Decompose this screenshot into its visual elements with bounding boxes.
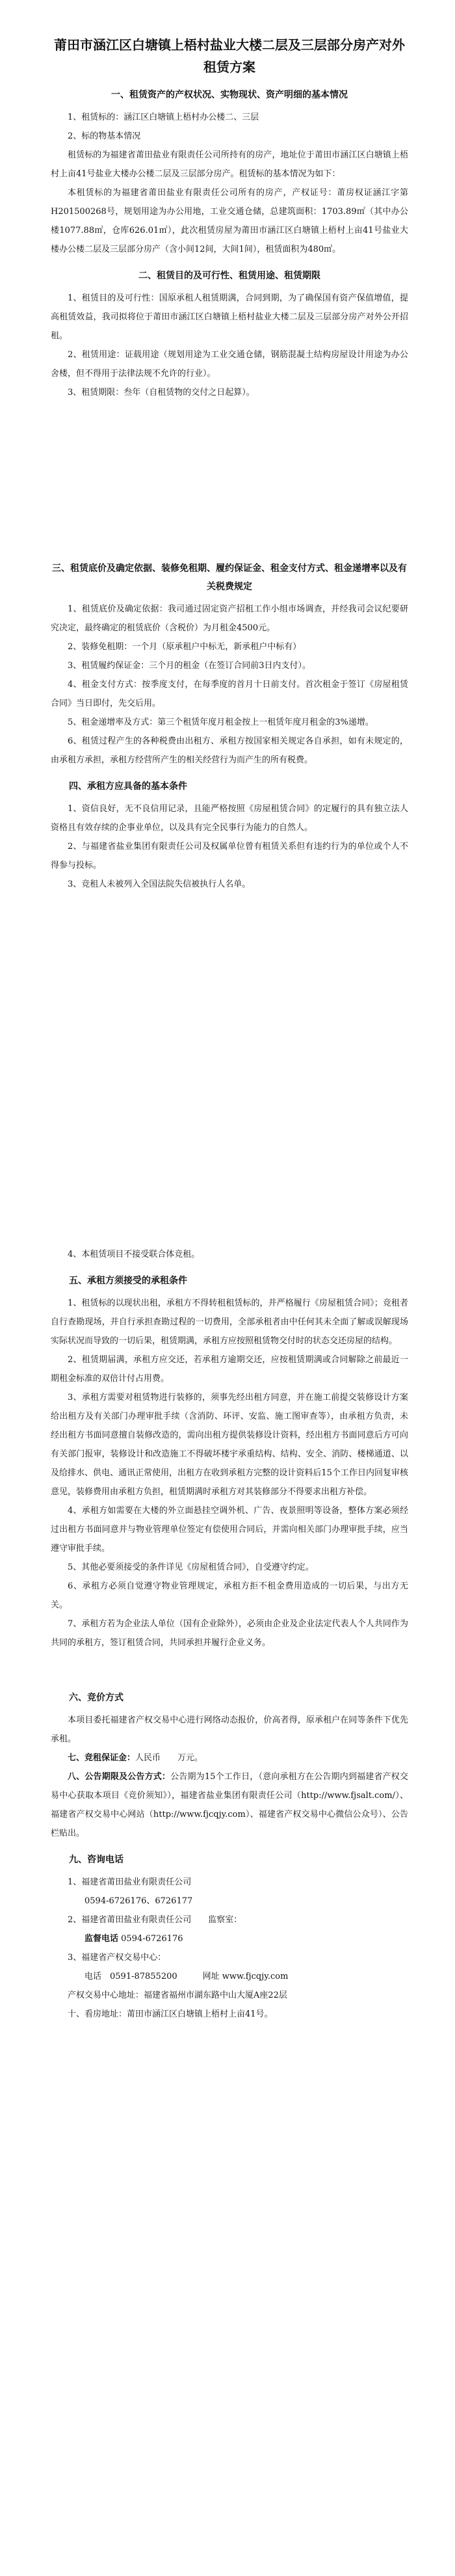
sec3-p3: 3、租赁履约保证金：三个月的租金（在签订合同前3日内支付）。 (68, 661, 311, 671)
contact-item-3: 3、福建省产权交易中心： (68, 1953, 166, 1963)
page-gap (51, 402, 408, 552)
section-7-heading: 七、竞租保证金： (68, 1753, 136, 1763)
sec5-p4: 4、承租方如需要在大楼的外立面悬挂空调外机、广告、夜景照明等设备，整体方案必须经过出租方书面同意并与物业管理单位签定有偿使用合同后，并需向相关部门办理审批手续，应当遵守审批手续。 (51, 1506, 408, 1553)
supervise-label: 监督电话 (84, 1934, 119, 1944)
supervise-phone: 0594-6726176 (121, 1934, 183, 1944)
sec5-p1: 1、租赁标的以现状出租，承租方不得转租租赁标的，并严格履行《房屋租赁合同》；竞租者自行查勘现场，并自行承担查勘过程的一切费用，全部承租者由中任何其未全面了解或误解现场实际状况而导致的一切后果，租赁期满，承租方应按照租赁物交付时的状态交还房屋的结构。 (51, 1298, 408, 1346)
sec5-p7: 7、承租方若为企业法人单位（国有企业除外），必须由企业及企业法定代表人个人共同作为共同的承租方，签订租赁合同，共同承担并履行企业义务。 (51, 1619, 408, 1648)
sec3-p1: 1、租赁底价及确定依据：我司通过固定资产招租工作小组市场调查，并经我司会议纪要研究决定，最终确定的租赁底价（含税价）为月租金4500元。 (51, 604, 408, 633)
section-8-heading: 八、公告期限及公告方式： (68, 1772, 171, 1782)
sec6-p1: 本项目委托福建省产权交易中心进行网络动态报价，价高者得，原承租户在同等条件下优先承租。 (51, 1715, 408, 1744)
sec2-p3: 3、租赁期限：叁年（自租赁物的交付之日起算）。 (68, 388, 255, 397)
section-1-heading: 一、租赁资产的产权状况、实物现状、资产明细的基本情况 (111, 90, 348, 100)
sec2-p2: 2、租赁用途：证载用途（规划用途为工业交通仓储，钢筋混凝土结构房屋设计用途为办公舍楼，但不得用于法律法规不允许的行业）。 (51, 350, 408, 379)
exchange-address-line: 产权交易中心地址：福建省福州市湖东路中山大厦A座22层 (68, 1991, 287, 2000)
sec1-p1: 1、租赁标的：涵江区白塘镇上梧村办公楼二、三层 (68, 113, 259, 122)
sec4-p2: 2、与福建省盐业集团有限责任公司及权属单位曾有租赁关系但有违约行为的单位或个人不得参与投标。 (51, 842, 408, 870)
sec2-p1: 1、租赁目的及可行性：国原承租人租赁期满，合同到期，为了确保国有资产保值增值，提高租赁效益，我司拟将位于莆田市涵江区白塘镇上梧村盐业大楼二层及三层部分房产对外公开招租。 (51, 293, 408, 341)
sec4-p1: 1、资信良好，无不良信用记录，且能严格按照《房屋租赁合同》的定履行的具有独立法人资格且有效存续的企事业单位，以及具有完全民事行为能力的自然人。 (51, 804, 408, 833)
sec4-p4: 4、本租赁项目不接受联合体竞租。 (68, 1250, 200, 1259)
contact-item-2: 2、福建省莆田盐业有限责任公司 监察室： (68, 1915, 242, 1925)
announcement-text: 公告期为15个工作日，（意向承租方在公告期内到福建省产权交易中心获取本项目《竞价须知》），福建省盐业集团有限责任公司（http://www.fjsalt.com/）、福建省产权交易中心网站（http://www.fjcqjy.com）、福建省产权交易中心微信公众号）、公告栏贴出。 (51, 1772, 408, 1838)
page-gap (51, 894, 408, 1245)
section-3-heading: 三、租赁底价及确定依据、装修免租期、履约保证金、租金支付方式、租金递增率以及有关税费规定 (52, 563, 407, 592)
sec3-p4: 4、租金支付方式：按季度支付，在每季度的首月十日前支付。首次租金于签订《房屋租赁合同》当日即付，先交后用。 (51, 680, 408, 708)
sec3-p6: 6、租赁过程产生的各种税费由出租方、承租方按国家相关规定各自承担，如有未规定的，由承租方承担，承租方经营所产生的相关经营行为而产生的所有税费。 (51, 736, 408, 765)
sec4-p3: 3、竞租人未被列入全国法院失信被执行人名单。 (68, 879, 251, 889)
sec1-p4: 本租赁标的为福建省莆田盐业有限责任公司所有的房产，产权证号：莆房权证涵江字第H201500268号，规划用途为办公用地，工业交通仓储，总建筑面积：1703.89㎡（其中办公楼1077.88㎡，仓库626.01㎡），此次租赁房屋为莆田市涵江区白塘镇上梧村上亩41号盐业大楼办公楼二层及三层部分房产（含小间12间，大间1间），租赁面积为480㎡。 (51, 188, 408, 254)
sec5-p6: 6、承租方必须自觉遵守物业管理规定，承租方拒不租金费用造成的一切后果，与出方无关。 (51, 1581, 408, 1610)
section-4-heading: 四、承租方应具备的基本条件 (69, 781, 187, 792)
sec3-p2: 2、装修免租期：一个月（原承租户中标无，新承租户中标有） (68, 642, 302, 652)
viewing-address-line: 十、看房地址：莆田市涵江区白塘镇上梧村上亩41号。 (68, 2009, 273, 2019)
contact-phones-1: 0594-6726176、6726177 (84, 1896, 193, 1906)
document-title: 莆田市涵江区白塘镇上梧村盐业大楼二层及三层部分房产对外租赁方案 (54, 37, 405, 75)
sec5-p3: 3、承租方需要对租赁物进行装修的，须事先经出租方同意，并在施工前提交装修设计方案给出租方及有关部门办理审批手续（含消防、环评、安监、施工图审查等），由承租方负责，未经出租方书面同意擅自装修改造的，需向出租方提供装修设计资料，经出租方书面同意后方可向有关部门报审，装修设计和改造施工不得破坏楼宇承重结构、结构、安全、消防、楼梯通道、以及给排水、供电、通讯正常使用，出租方在收到承租方完整的设计资料后15个工作日内回复审核意见，装修费用由承租方负担，租赁期满时承租方对其装修部分不得要求出租方补偿。 (51, 1393, 408, 1497)
contact-item-1: 1、福建省莆田盐业有限责任公司 (68, 1877, 192, 1887)
section-8-line (51, 1767, 408, 1843)
sec1-p2: 2、标的物基本情况 (68, 131, 141, 141)
section-2-heading: 二、租赁目的及可行性、租赁用途、租赁期限 (138, 271, 320, 281)
section-6-heading: 六、竞价方式 (69, 1693, 124, 1703)
sec5-p2: 2、租赁期届满，承租方应交还，若承租方逾期交还，应按租赁期满或合同解除之前最近一期租金标准的双倍计付占用费。 (51, 1355, 408, 1384)
section-9-heading: 九、咨询电话 (69, 1855, 124, 1865)
sec1-p3: 租赁标的为福建省莆田盐业有限责任公司所持有的房产，地址位于莆田市涵江区白塘镇上梧村上亩41号盐业大楼办公楼二层及三层部分房产。租赁标的基本情况为如下： (51, 150, 408, 179)
section-7-line (51, 1749, 408, 1767)
supervise-line (84, 1929, 408, 1948)
exchange-contact-line: 电话 0591-87855200 网址 www.fjcqjy.com (84, 1972, 289, 1981)
sec5-p5: 5、其他必要须接受的条件详见《房屋租赁合同》，自受遵守约定。 (68, 1563, 314, 1572)
sec3-p5: 5、租金递增率及方式：第三个租赁年度月租金按上一租赁年度月租金的3%递增。 (68, 718, 374, 727)
page-gap (51, 1652, 408, 1681)
deposit-amount: 人民币 万元。 (135, 1753, 203, 1763)
section-5-heading: 五、承租方须接受的承租条件 (69, 1276, 187, 1286)
